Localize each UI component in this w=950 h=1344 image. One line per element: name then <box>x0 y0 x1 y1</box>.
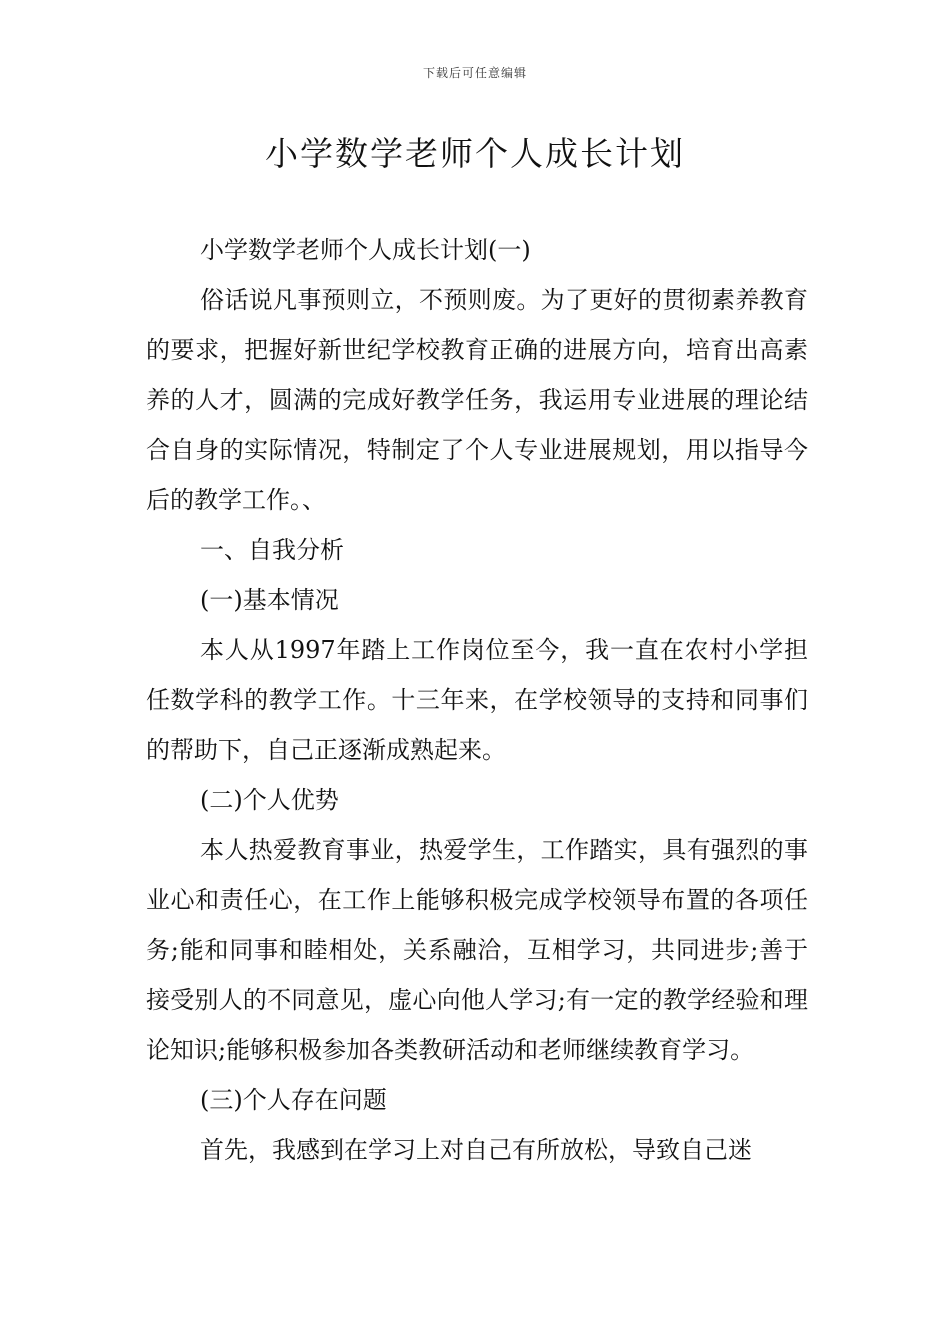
subtitle-paragraph: 小学数学老师个人成长计划(一) <box>200 236 531 264</box>
subheading-basic-situation: (一)基本情况 <box>200 586 339 614</box>
document-title: 小学数学老师个人成长计划 <box>265 134 685 173</box>
basic-situation-paragraph: 本人从1997年踏上工作岗位至今，我一直在农村小学担任数学科的教学工作。十三年来，在学校领导的支持和同事们的帮助下，自己正逐渐成熟起来。 <box>146 636 808 764</box>
subheading-personal-problems: (三)个人存在问题 <box>200 1086 387 1114</box>
personal-strengths-paragraph: 本人热爱教育事业，热爱学生，工作踏实，具有强烈的事业心和责任心，在工作上能够积极完成学校领导布置的各项任务;能和同事和睦相处，关系融洽，互相学习，共同进步;善于接受别人的不同意见，虚心向他人学习;有一定的教学经验和理论知识;能够积极参加各类教研活动和老师继续教育学习。 <box>146 836 808 1064</box>
personal-problems-paragraph: 首先，我感到在学习上对自己有所放松，导致自己迷 <box>200 1136 752 1164</box>
page-header-note: 下载后可任意编辑 <box>422 66 527 80</box>
subheading-personal-strengths: (二)个人优势 <box>200 786 339 814</box>
document-body <box>146 225 808 1175</box>
intro-paragraph: 俗话说凡事预则立，不预则废。为了更好的贯彻素养教育的要求，把握好新世纪学校教育正确的进展方向，培育出高素养的人才，圆满的完成好教学任务，我运用专业进展的理论结合自身的实际情况，特制定了个人专业进展规划，用以指导今后的教学工作。、 <box>146 286 808 514</box>
section-heading-self-analysis: 一、自我分析 <box>200 536 344 564</box>
